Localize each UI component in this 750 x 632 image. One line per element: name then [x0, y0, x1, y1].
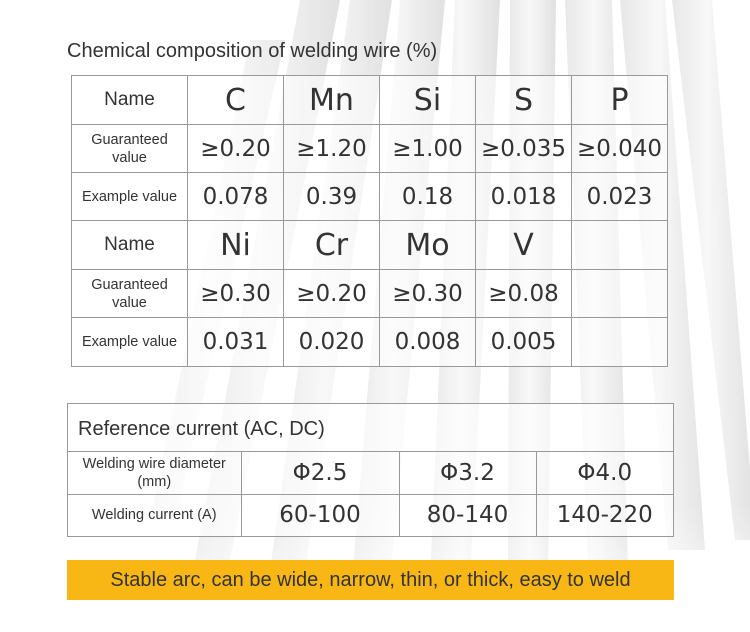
example-row: [72, 318, 668, 367]
guaranteed-row: [72, 270, 668, 318]
composition-table: [71, 75, 668, 367]
element-cell: C: [188, 76, 284, 125]
guaranteed-cell: ≥0.040: [572, 125, 668, 173]
diameter-cell: Φ2.5: [241, 452, 399, 494]
element-cell: Ni: [188, 221, 284, 270]
element-cell: Si: [380, 76, 476, 125]
guaranteed-cell: ≥0.30: [188, 270, 284, 318]
current-cell: 80-140: [399, 494, 536, 536]
empty-cell: [572, 221, 668, 270]
current-row: [68, 494, 673, 536]
guaranteed-cell: ≥0.30: [380, 270, 476, 318]
example-cell: 0.023: [572, 173, 668, 221]
reference-current-table: [67, 403, 674, 537]
example-row: [72, 173, 668, 221]
guaranteed-cell: ≥0.035: [476, 125, 572, 173]
guaranteed-cell: ≥0.20: [284, 270, 380, 318]
guaranteed-label: Guaranteed value: [72, 125, 188, 173]
element-cell: Mo: [380, 221, 476, 270]
example-cell: 0.39: [284, 173, 380, 221]
current-label: Welding current (A): [68, 494, 241, 536]
element-row: [72, 221, 668, 270]
example-cell: 0.005: [476, 318, 572, 367]
element-cell: S: [476, 76, 572, 125]
guaranteed-cell: ≥0.20: [188, 125, 284, 173]
current-cell: 60-100: [241, 494, 399, 536]
diameter-cell: Φ3.2: [399, 452, 536, 494]
element-cell: Cr: [284, 221, 380, 270]
example-cell: 0.18: [380, 173, 476, 221]
empty-cell: [572, 318, 668, 367]
example-cell: 0.020: [284, 318, 380, 367]
example-cell: 0.078: [188, 173, 284, 221]
reference-current-grid: [68, 452, 673, 536]
current-cell: 140-220: [556, 502, 653, 529]
example-cell: 0.018: [476, 173, 572, 221]
example-label: Example value: [72, 173, 188, 221]
element-cell: V: [476, 221, 572, 270]
example-label: Example value: [72, 318, 188, 367]
guaranteed-cell: ≥1.20: [284, 125, 380, 173]
element-row: [72, 76, 668, 125]
element-cell: P: [572, 76, 668, 125]
composition-title: Chemical composition of welding wire (%): [67, 40, 438, 62]
example-cell: 0.008: [380, 318, 476, 367]
diameter-label: Welding wire diameter (mm): [68, 452, 241, 494]
guaranteed-cell: ≥0.08: [476, 270, 572, 318]
reference-current-title: Reference current (AC, DC): [68, 404, 673, 452]
guaranteed-cell: ≥1.00: [380, 125, 476, 173]
diameter-cell: Φ4.0: [536, 452, 673, 494]
diameter-row: [68, 452, 673, 494]
empty-cell: [572, 270, 668, 318]
example-cell: 0.031: [188, 318, 284, 367]
name-label: Name: [72, 76, 188, 125]
guaranteed-row: [72, 125, 668, 173]
guaranteed-label: Guaranteed value: [72, 270, 188, 318]
element-cell: Mn: [284, 76, 380, 125]
feature-banner: Stable arc, can be wide, narrow, thin, or thick, easy to weld: [67, 560, 674, 600]
name-label: Name: [72, 221, 188, 270]
